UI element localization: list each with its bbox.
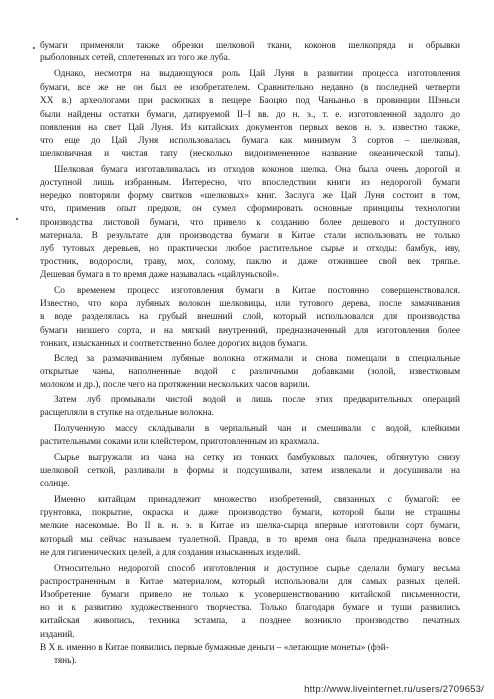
scan-speck	[16, 218, 18, 220]
text-line: были найдены остатки бумаги, датируемой II–I вв. до н. э., т. е. изготовленной задолго до	[40, 110, 460, 120]
text-line: Затем луб промывали чистой водой и лишь после этих предварительных операций	[54, 395, 460, 405]
scan-speck	[33, 47, 35, 49]
text-line: Относительно недорогой способ изготовления и доступное сырье сделали бумагу весьма	[54, 564, 460, 574]
text-line: шелковой сеткой, разливали в формы и подсушивали, затем извлекали и досушивали на	[40, 466, 460, 476]
text-line: Изобретение бумаги привело не только к усовершенствованию китайской письменности,	[40, 590, 460, 600]
text-line: шелковичная и чистая тапу (несколько видоизмененное название океанической тапы).	[40, 149, 460, 159]
text-line: распространенным в Китае материалом, который использовали для самых разных целей.	[40, 577, 460, 587]
text-line: XX в.) археологами при раскопках в пещере Баоцяо под Чаньаньо в провинции Шэньси	[40, 96, 460, 106]
text-line: но и к развитию художественного творчества. Только благодаря бумаге и туши развились	[40, 603, 460, 613]
text-line: нередко повторяли форму свитков «шелковых» книг. Заслуга же Цай Луня состоит в том,	[40, 191, 460, 201]
text-line: бумаги низшего сорта, и на мягкий внутренний, предназначенный для изготовления более	[40, 326, 460, 336]
text-line: что еще до Цай Луня использовалась бумага как минимум 3 сортов – шелковая,	[40, 136, 460, 146]
text-line: рыболовных сетей, сплетенных из того же луба.	[40, 53, 230, 63]
text-line: изданий.	[40, 630, 75, 640]
text-line: Полученную массу складывали в черпальный чан и смешивали с водой, клейкими	[54, 424, 460, 434]
text-line: Вслед за размачиванием лубяные волокна отжимали и снова помещали в специальные	[54, 354, 460, 364]
text-line: солнце.	[40, 479, 70, 489]
text-line: появления на свет Цай Луня. Из китайских документов первых веков н. э. известно также,	[40, 123, 460, 133]
text-line: грунтовка, покрытие, окраска и даже производство бумаги, которой были не страшны	[40, 508, 460, 518]
text-line: луб тутовых деревьев, но практически любое растительное сырье и отходы: бамбук, иву,	[40, 244, 460, 254]
text-line: бумаги, все же не он был ее изобретателем. Сравнительно недавно (в последней четверти	[40, 83, 460, 93]
text-line: Однако, несмотря на выдающуюся роль Цай Луня в развитии процесса изготовления	[54, 69, 460, 79]
text-line: мелкие насекомые. Во II в. н. э. в Китае из шелка-сырца впервые изготовили сорт бумаги,	[40, 521, 460, 531]
text-line: В X в. именно в Китае появились первые бумажные деньги – «летающие монеты» (фэй-	[40, 643, 389, 653]
text-line: Шелковая бумага изготавливалась из отходов коконов шелка. Она была очень дорогой и	[54, 165, 460, 175]
text-line: Дешевая бумага в то время даже называлась «цайлуньской».	[40, 270, 280, 280]
text-line: производства листовой бумаги, что привело к созданию более дешевого и доступного	[40, 218, 460, 228]
text-line: китайская живопись, техника эстампа, а позднее возникло производство печатных	[40, 616, 460, 626]
text-line: расщепляли в ступке на отдельные волокна.	[40, 408, 214, 418]
text-line: Известно, что кора лубяных волокон шелковицы, или тутового дерева, после замачивания	[40, 299, 460, 309]
text-line: растительными соками или клейстером, приготовленным из крахмала.	[40, 437, 319, 447]
text-line: открытые чаны, наполненные водой с различными добавками (золой, известковым	[40, 367, 460, 377]
text-line: доступной лишь избранным. Интересно, что впоследствии книги из недорогой бумаги	[40, 178, 460, 188]
text-line: Сырье выгружали из чана на сетку из тонких бамбуковых палочек, обтянутую снизу	[54, 453, 460, 463]
text-line: тонких, изысканных и соответственно более дорогих видов бумаги.	[40, 339, 308, 349]
text-line: в воде разделялась на грубый внешний слой, который использовался для производства	[40, 312, 460, 322]
text-line: тянь).	[54, 656, 77, 666]
text-line: материала. В результате для производства бумаги в Китае стали использовать не только	[40, 231, 460, 241]
text-line: который мы сейчас называем туалетной. Правда, в то время она была предназначена вовсе	[40, 535, 460, 545]
text-line: бумаги применяли также обрезки шелковой ткани, коконов шелкопряда и обрывки	[40, 41, 460, 51]
text-line: что, применив опыт предков, он сумел сформировать основные принципы технологии	[40, 204, 460, 214]
text-line: не для гигиенических целей, а для создания изысканных изделий.	[40, 548, 301, 558]
text-line: тростник, водоросли, траву, мох, солому, паклю и даже отжившее свой век тряпье.	[40, 257, 460, 267]
text-line: Со временем процесс изготовления бумаги в Китае постоянно совершенствовался.	[54, 286, 460, 296]
text-line: Именно китайцам принадлежит множество изобретений, связанных с бумагой: ее	[54, 495, 460, 505]
text-line: молоком и др.), после чего на протяжении нескольких часов варили.	[40, 380, 310, 390]
watermark-url: http://www.liveinternet.ru/users/2709653/	[304, 684, 484, 695]
